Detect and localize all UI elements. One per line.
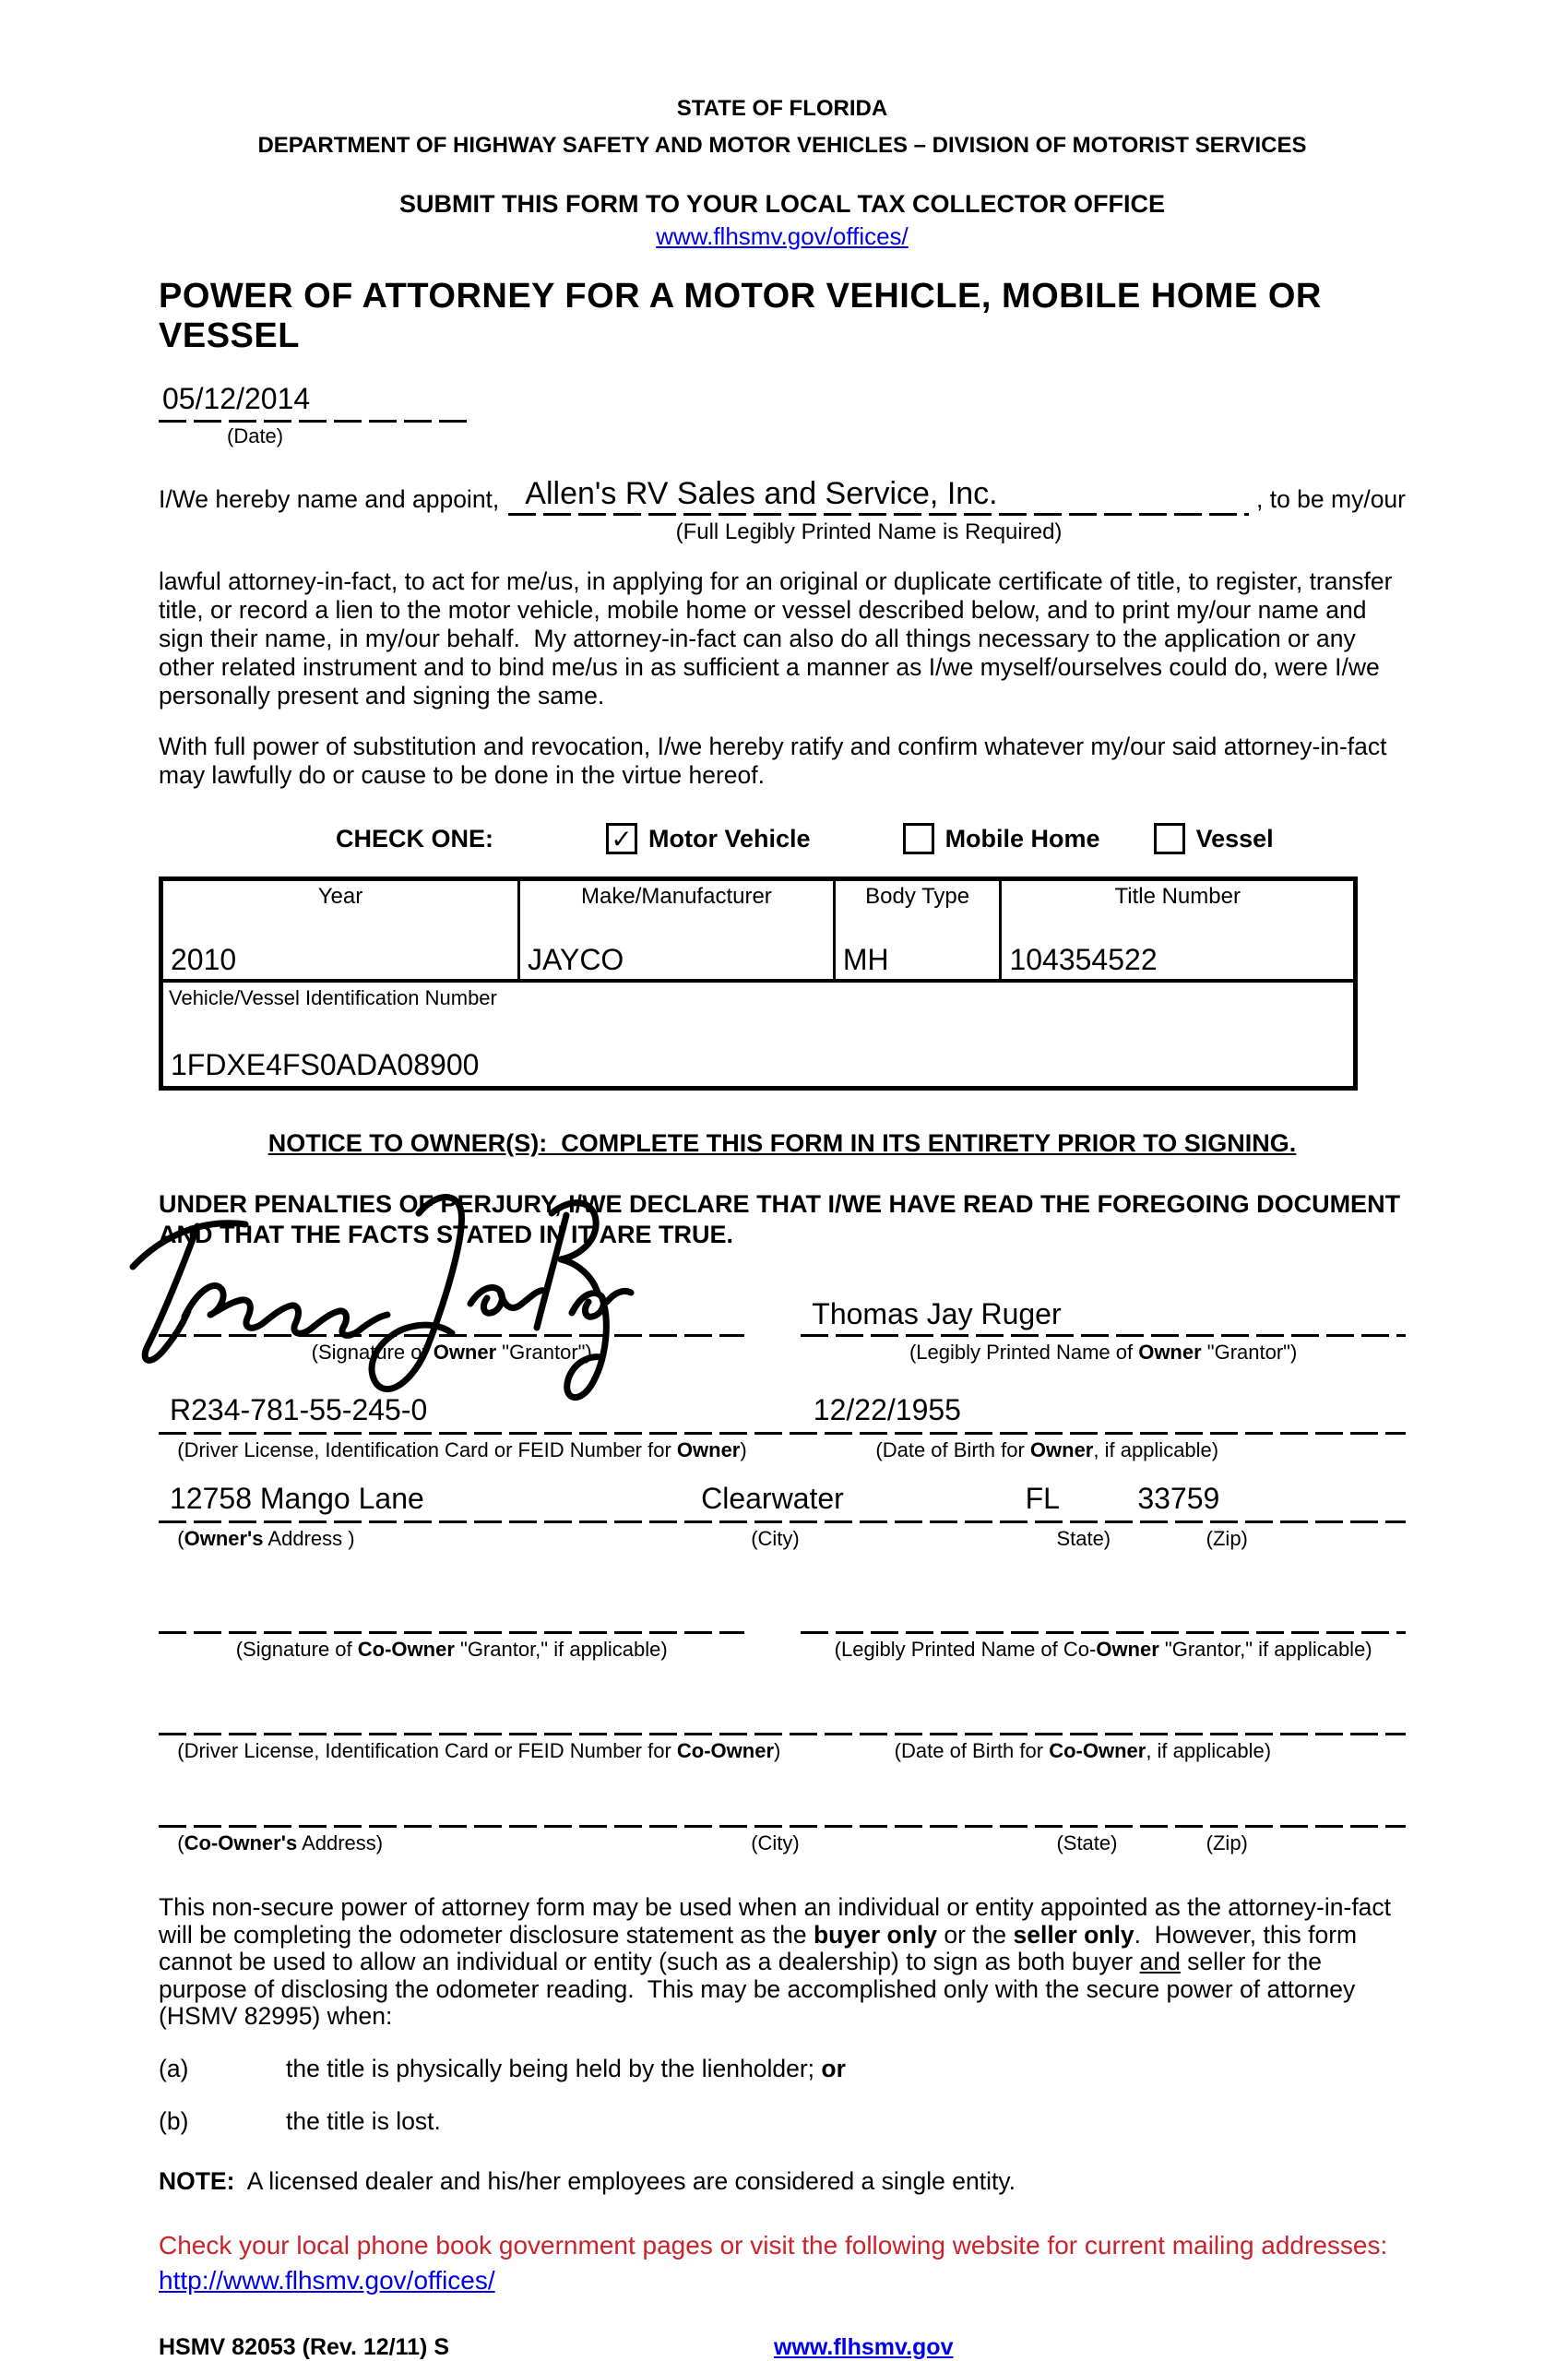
owner-printed-name-line <box>801 1334 1406 1337</box>
co-owner-state-label: (State) <box>1056 1831 1118 1854</box>
item-a-text: the title is physically being held by the lienholder; or <box>286 2054 846 2082</box>
item-a-marker: (a) <box>159 2054 189 2082</box>
flhsmv-link[interactable]: www.flhsmv.gov <box>774 2333 954 2360</box>
year-cell <box>163 881 520 979</box>
date-label: (Date) <box>227 424 284 447</box>
offices-link-top[interactable]: www.flhsmv.gov/offices/ <box>656 222 909 250</box>
co-owner-signature-label: (Signature of Co-Owner "Grantor," if applicable) <box>235 1638 668 1661</box>
owner-address-row <box>159 1462 1406 1551</box>
co-owner-city-label: (City) <box>751 1831 800 1854</box>
co-owner-dob-label: (Date of Birth for Co-Owner, if applicable) <box>894 1739 1272 1762</box>
owner-signature-section <box>159 1189 1406 1365</box>
appoint-suffix: , to be my/our <box>1255 485 1406 513</box>
red-mailing-notice: Check your local phone book government pages or visit the following website for current mailing addresses: <box>159 2230 1388 2260</box>
owner-signature-line <box>159 1334 744 1337</box>
owner-printed-name-value: Thomas Jay Ruger <box>812 1297 1062 1330</box>
attorney-name-field <box>508 476 1249 516</box>
owner-address-line <box>159 1520 1406 1523</box>
title-number-cell <box>1002 881 1353 979</box>
notice-to-owners: NOTICE TO OWNER(S): COMPLETE THIS FORM IN ITS ENTIRETY PRIOR TO SIGNING. <box>267 1129 1297 1157</box>
owner-signature-label: (Signature of Owner "Grantor") <box>311 1341 592 1364</box>
owner-state-label: State) <box>1056 1527 1111 1550</box>
year-value: 2010 <box>171 943 237 976</box>
item-b-text: the title is lost. <box>286 2106 441 2135</box>
form-number: HSMV 82053 (Rev. 12/11) S <box>159 2333 449 2360</box>
owner-dl-label: (Driver License, Identification Card or FEID Number for Owner) <box>177 1438 747 1461</box>
owner-zip-label: (Zip) <box>1206 1527 1248 1550</box>
vin-cell <box>163 983 1353 1086</box>
perjury-statement: UNDER PENALTIES OF PERJURY, I/WE DECLARE THAT I/WE HAVE READ THE FOREGOING DOCUMENT AND THAT THE FACTS STATED IN IT ARE TRUE. <box>159 1190 1407 1248</box>
make-value: JAYCO <box>528 943 624 976</box>
attorney-name-hint: (Full Legibly Printed Name is Required) <box>675 519 1063 544</box>
odometer-footnote: This non-secure power of attorney form may be used when an individual or entity appointed as the attorney-in-fact will be completing the odometer disclosure statement as the buyer only or the seller only. However, this form cannot be used to allow an individual or entity (such as a dealership) to sign as both buyer and seller for the purpose of disclosing the odometer reading. This may be accomplished only with the secure power of attorney (HSMV 82995) when: <box>159 1893 1398 2030</box>
mobile-home-label: Mobile Home <box>944 824 1100 853</box>
date-line <box>159 420 469 423</box>
item-b-marker: (b) <box>159 2106 189 2135</box>
attorney-name-value: Allen's RV Sales and Service, Inc. <box>525 476 998 511</box>
title-number-header: Title Number <box>1114 884 1241 909</box>
owner-city-label: (City) <box>751 1527 800 1550</box>
appoint-section <box>159 476 1406 545</box>
motor-vehicle-checkbox[interactable]: ✓ <box>606 823 637 854</box>
owner-dl-value: R234-781-55-245-0 <box>170 1393 428 1426</box>
make-cell <box>520 881 836 979</box>
owner-dl-dob-line <box>159 1432 1406 1435</box>
body-type-value: MH <box>842 943 889 976</box>
co-owner-dl-dob-row <box>159 1665 1406 1763</box>
notice-row <box>159 1129 1406 1158</box>
owner-address-value: 12758 Mango Lane <box>170 1482 424 1515</box>
item-b <box>159 2107 1406 2136</box>
owner-zip-value: 33759 <box>1137 1482 1220 1515</box>
state-heading: STATE OF FLORIDA <box>676 96 888 121</box>
date-value: 05/12/2014 <box>162 382 311 415</box>
co-owner-address-line <box>159 1825 1406 1828</box>
vin-value: 1FDXE4FS0ADA08900 <box>171 1048 480 1081</box>
co-owner-dl-label: (Driver License, Identification Card or FEID Number for Co-Owner) <box>177 1739 781 1762</box>
date-field <box>159 382 469 448</box>
note-line: NOTE: A licensed dealer and his/her employees are considered a single entity. <box>159 2166 1016 2195</box>
co-owner-address-row <box>159 1763 1406 1855</box>
owner-printed-name-label: (Legibly Printed Name of Owner "Grantor") <box>909 1341 1298 1364</box>
owner-dob-label: (Date of Birth for Owner, if applicable) <box>875 1438 1219 1461</box>
mobile-home-checkbox[interactable] <box>903 823 934 854</box>
check-one-row <box>159 823 1406 854</box>
footer <box>159 2334 1406 2361</box>
co-owner-signature-section <box>159 1582 1406 1662</box>
attorney-name-line <box>508 513 1249 516</box>
body-paragraph-1: lawful attorney-in-fact, to act for me/us, in applying for an original or duplicate certificate of title, to register, transfer title, or record a lien to the motor vehicle, mobile home or vessel described below, and to print my/our name and sign their name, in my/our behalf. My attorney-in-fact can also do all things necessary to the application or any other related instrument and to bind me/us in as sufficient a manner as I/we myself/ourselves could do, were I/we personally present and signing the same. <box>159 567 1399 709</box>
title-number-value: 104354522 <box>1009 943 1158 976</box>
form-title: POWER OF ATTORNEY FOR A MOTOR VEHICLE, MOBILE HOME OR VESSEL <box>159 277 1322 355</box>
co-owner-zip-label: (Zip) <box>1206 1831 1248 1854</box>
co-owner-printed-name-label: (Legibly Printed Name of Co-Owner "Grantor," if applicable) <box>834 1638 1372 1661</box>
vehicle-table <box>159 876 1358 1091</box>
year-header: Year <box>317 884 363 909</box>
item-a <box>159 2055 1406 2083</box>
co-owner-address-label: (Co-Owner's Address) <box>177 1831 384 1854</box>
body-paragraph-2: With full power of substitution and revocation, I/we hereby ratify and confirm whatever my/our said attorney-in-fact may lawfully do or cause to be done in the virtue hereof. <box>159 733 1394 789</box>
owner-dl-dob-row <box>159 1368 1406 1462</box>
make-header: Make/Manufacturer <box>581 884 772 909</box>
owner-state-value: FL <box>1025 1482 1060 1515</box>
check-one-label: CHECK ONE: <box>336 824 494 853</box>
vin-label: Vehicle/Vessel Identification Number <box>169 986 497 1009</box>
owner-address-label: (Owner's Address ) <box>177 1527 355 1550</box>
submit-instruction: SUBMIT THIS FORM TO YOUR LOCAL TAX COLLECTOR OFFICE <box>399 190 1165 218</box>
department-heading: DEPARTMENT OF HIGHWAY SAFETY AND MOTOR VEHICLES – DIVISION OF MOTORIST SERVICES <box>257 133 1307 158</box>
co-owner-printed-name-line <box>801 1631 1406 1634</box>
vessel-label: Vessel <box>1195 824 1274 853</box>
appoint-prefix: I/We hereby name and appoint, <box>159 485 500 513</box>
vessel-checkbox[interactable] <box>1154 823 1185 854</box>
offices-link-bottom[interactable]: http://www.flhsmv.gov/offices/ <box>159 2265 495 2295</box>
body-type-cell <box>836 881 1003 979</box>
co-owner-signature-line <box>159 1631 744 1634</box>
motor-vehicle-label: Motor Vehicle <box>648 824 811 853</box>
owner-dob-value: 12/22/1955 <box>813 1393 961 1426</box>
body-type-header: Body Type <box>865 884 970 909</box>
owner-city-value: Clearwater <box>701 1482 844 1515</box>
co-owner-dl-dob-line <box>159 1733 1406 1735</box>
